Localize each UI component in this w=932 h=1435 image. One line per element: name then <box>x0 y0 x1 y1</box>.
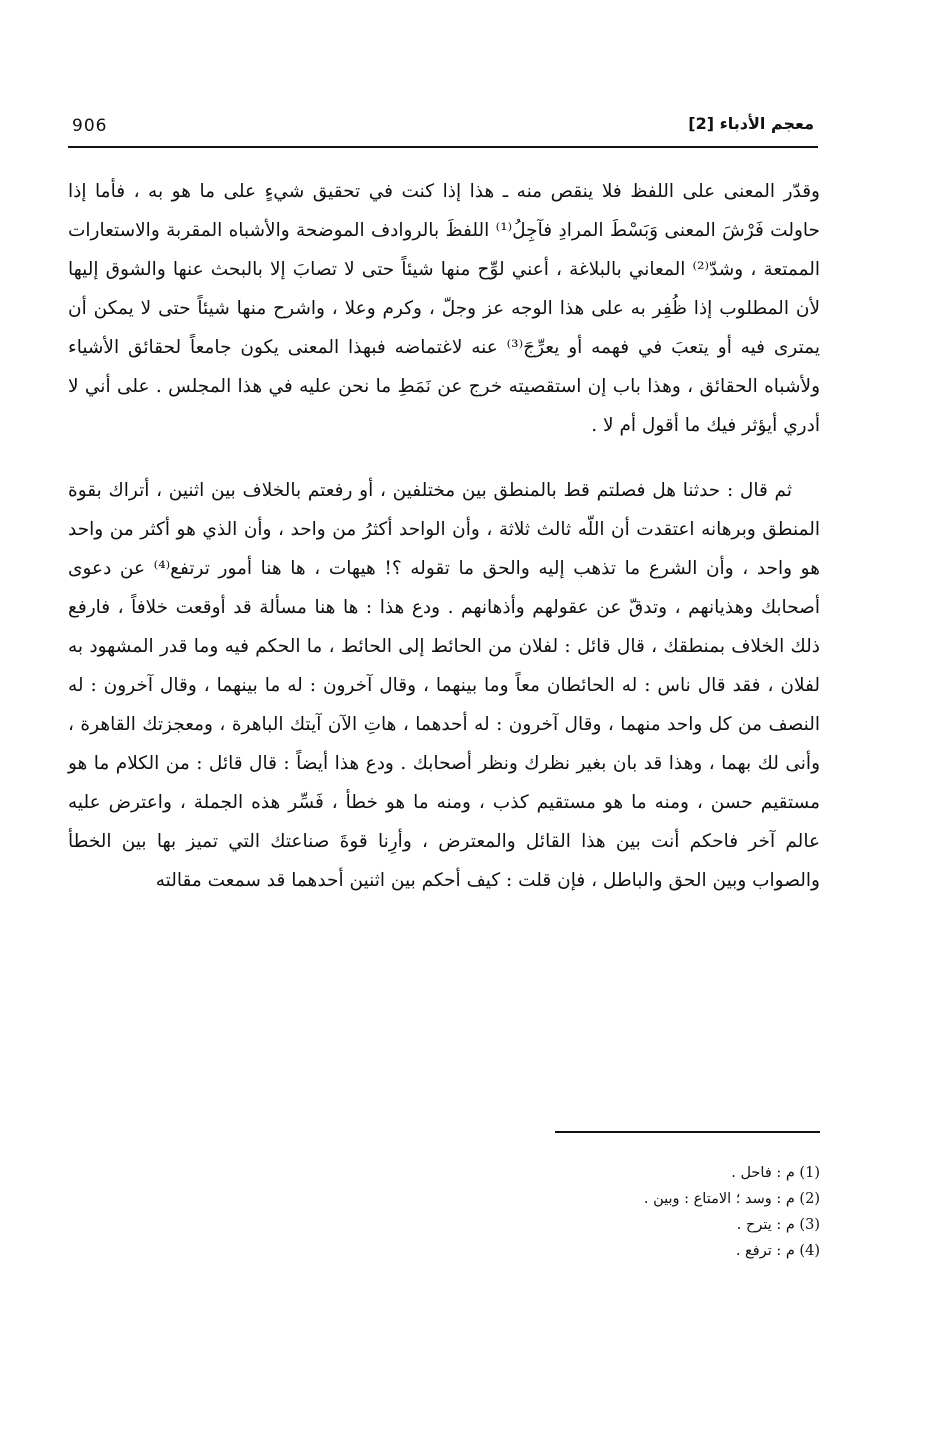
paragraph-1: وقدّر المعنى على اللفظ فلا ينقص منه ـ هذا إذا كنت في تحقيق شيءٍ على ما هو به ، فأما إذا حاولت فَرْشَ المعنى وَبَسْطَ المرادِ فآجِلُ⁽¹⁾ اللفظَ بالروادف الموضحة والأشباه المقربة والاستعارات الممتعة ، وشدّ⁽²⁾ المعاني بالبلاغة ، أعني لوِّح منها شيئاً حتى لا تصابَ إلا بالبحث عنها والشوق إليها لأن المطلوب إذا ظُفِر به على هذا الوجه عز وجلّ ، وكرم وعلا ، واشرح منها شيئاً حتى لا يمكن أن يمترى فيه أو يتعبَ في فهمه أو يعرِّجَ⁽³⁾ عنه لاغتماضه فبهذا المعنى يكون جامعاً لحقائق الأشياء ولأشباه الحقائق ، وهذا باب إن استقصيته خرج عن نَمَطِ ما نحن عليه في هذا المجلس . على أني لا أدري أيؤثر فيك ما أقول أم لا . <box>68 181 820 436</box>
paragraph-2: ثم قال : حدثنا هل فصلتم قط بالمنطق بين مختلفين ، أو رفعتم بالخلاف بين اثنين ، أتراك بقوة المنطق وبرهانه اعتقدت أن اللّه ثالث ثلاثة ، وأن الواحد أكثرُ من واحد ، وأن الذي هو أكثر من واحد هو واحد ، وأن الشرع ما تذهب إليه والحق ما تقوله ؟! هيهات ، ها هنا أمور ترتفع⁽⁴⁾ عن دعوى أصحابك وهذيانهم ، وتدقّ عن عقولهم وأذهانهم . ودع هذا : ها هنا مسألة قد أوقعت خلافاً ، فارفع ذلك الخلاف بمنطقك ، قال قائل : لفلان من الحائط إلى الحائط ، ما الحكم فيه وما قدر المشهود به لفلان ، فقد قال ناس : له الحائطان معاً وما بينهما ، وقال آخرون : له ما بينهما ، وقال آخرون : له النصف من كل واحد منهما ، وقال آخرون : له أحدهما ، هاتِ الآن آيتك الباهرة ، ومعجزتك القاهرة ، وأنى لك بهما ، وهذا قد بان بغير نظرك ونظر أصحابك . ودع هذا أيضاً : قال قائل : من الكلام ما هو مستقيم حسن ، ومنه ما هو مستقيم كذب ، ومنه ما هو خطأ ، فَسِّر هذه الجملة ، واعترض عليه عالم آخر فاحكم أنت بين هذا القائل والمعترض ، وأرِنا قوةَ صناعتك التي تميز بها بين الخطأ والصواب وبين الحق والباطل ، فإن قلت : كيف أحكم بين اثنين أحدهما قد سمعت مقالته <box>68 480 820 891</box>
running-title: معجم الأدباء [2] <box>688 114 814 133</box>
footnotes <box>400 1160 820 1264</box>
footnote-2: (2) م : وسد ؛ الامتاع : وبين . <box>643 1191 820 1207</box>
footnote-4: (4) م : ترفع . <box>735 1243 820 1259</box>
header-rule <box>68 146 818 148</box>
footnote-rule <box>555 1131 820 1133</box>
body-text <box>68 172 820 900</box>
page-number: 906 <box>72 116 108 136</box>
footnote-3: (3) م : يترح . <box>736 1217 820 1233</box>
footnote-1: (1) م : فاحل . <box>731 1165 820 1181</box>
page-header <box>68 108 818 148</box>
